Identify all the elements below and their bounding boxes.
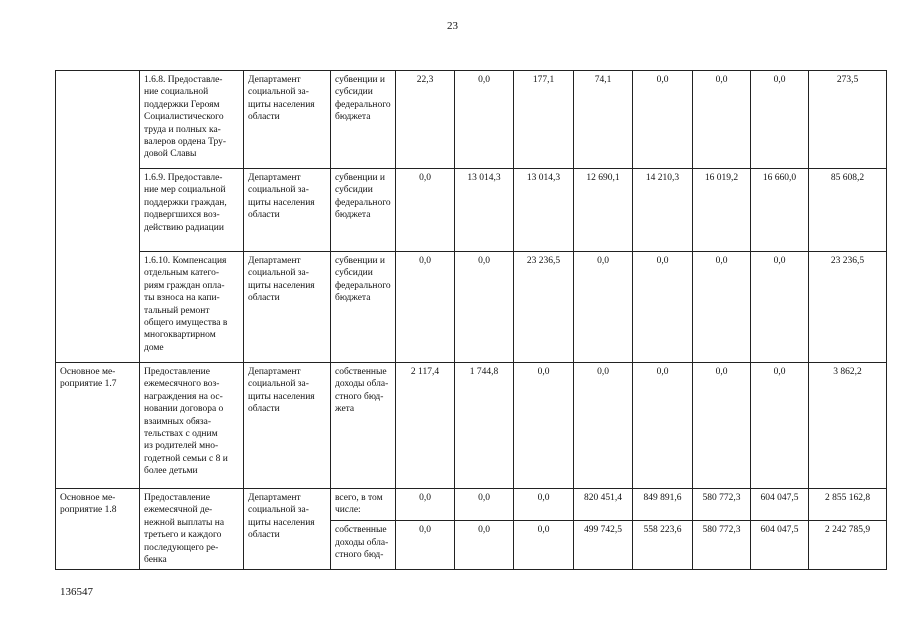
value-cell: 13 014,3 [455,169,514,252]
source-cell: субвенции и субсидии федерального бюджета [331,71,396,169]
description-cell: Предоставление ежемесячного воз- награждения на ос- новании договора о взаимных обяза- тельствах с одним из родителей мно- годетной семьи с 8 и более детьми [140,363,244,489]
value-cell: 1 744,8 [455,363,514,489]
description-cell: Предоставление ежемесячной де- нежной выплаты на третьего и каждого последующего ре- бенка [140,489,244,570]
total-cell: 2 242 785,9 [809,521,887,570]
total-cell: 85 608,2 [809,169,887,252]
value-cell: 0,0 [751,252,809,363]
value-cell: 0,0 [455,489,514,521]
value-cell: 0,0 [396,489,455,521]
value-cell: 0,0 [514,489,574,521]
value-cell: 14 210,3 [633,169,693,252]
description-cell: 1.6.10. Компенсация отдельным катего- риям граждан опла- ты взноса на капи- тальный ремонт общего имущества в многоквартирном доме [140,252,244,363]
value-cell: 580 772,3 [693,489,751,521]
budget-table [55,70,887,570]
value-cell: 0,0 [396,169,455,252]
value-cell: 0,0 [396,521,455,570]
description-cell: 1.6.9. Предоставле- ние мер социальной поддержки граждан, подвергшихся воз- действию радиации [140,169,244,252]
value-cell: 13 014,3 [514,169,574,252]
total-cell: 23 236,5 [809,252,887,363]
value-cell: 0,0 [693,252,751,363]
total-cell: 2 855 162,8 [809,489,887,521]
value-cell: 604 047,5 [751,521,809,570]
value-cell: 0,0 [751,71,809,169]
table-row [56,363,887,489]
value-cell: 12 690,1 [574,169,633,252]
value-cell: 580 772,3 [693,521,751,570]
value-cell: 0,0 [455,521,514,570]
value-cell: 499 742,5 [574,521,633,570]
value-cell: 0,0 [633,363,693,489]
source-cell: всего, в том числе: [331,489,396,521]
value-cell: 0,0 [751,363,809,489]
value-cell: 23 236,5 [514,252,574,363]
value-cell: 16 019,2 [693,169,751,252]
total-cell: 273,5 [809,71,887,169]
value-cell: 0,0 [455,71,514,169]
value-cell: 849 891,6 [633,489,693,521]
description-cell: 1.6.8. Предоставле- ние социальной поддержки Героям Социалистического труда и полных ка- валеров ордена Тру- довой Славы [140,71,244,169]
item-cell: Основное ме- роприятие 1.7 [56,363,140,489]
value-cell: 0,0 [574,363,633,489]
value-cell: 0,0 [455,252,514,363]
executor-cell: Департамент социальной за- щиты населения области [244,169,331,252]
value-cell: 177,1 [514,71,574,169]
source-cell: субвенции и субсидии федерального бюджета [331,169,396,252]
value-cell: 22,3 [396,71,455,169]
total-cell: 3 862,2 [809,363,887,489]
table-row [56,489,887,521]
value-cell: 16 660,0 [751,169,809,252]
value-cell: 0,0 [633,71,693,169]
value-cell: 820 451,4 [574,489,633,521]
value-cell: 0,0 [514,363,574,489]
value-cell: 0,0 [693,363,751,489]
value-cell: 0,0 [693,71,751,169]
value-cell: 0,0 [574,252,633,363]
executor-cell: Департамент социальной за- щиты населения области [244,489,331,570]
value-cell: 0,0 [396,252,455,363]
executor-cell: Департамент социальной за- щиты населения области [244,71,331,169]
page-number: 23 [447,20,458,32]
source-cell: субвенции и субсидии федерального бюджета [331,252,396,363]
source-cell: собственные доходы обла- стного бюд- [331,521,396,570]
value-cell: 74,1 [574,71,633,169]
source-cell: собственные доходы обла- стного бюд- жета [331,363,396,489]
value-cell: 0,0 [633,252,693,363]
item-cell [56,71,140,363]
executor-cell: Департамент социальной за- щиты населения области [244,363,331,489]
value-cell: 604 047,5 [751,489,809,521]
executor-cell: Департамент социальной за- щиты населения области [244,252,331,363]
value-cell: 558 223,6 [633,521,693,570]
table-row [56,252,887,363]
item-cell: Основное ме- роприятие 1.8 [56,489,140,570]
value-cell: 2 117,4 [396,363,455,489]
table-row [56,169,887,252]
value-cell: 0,0 [514,521,574,570]
document-code: 136547 [60,586,93,598]
table-row [56,71,887,169]
